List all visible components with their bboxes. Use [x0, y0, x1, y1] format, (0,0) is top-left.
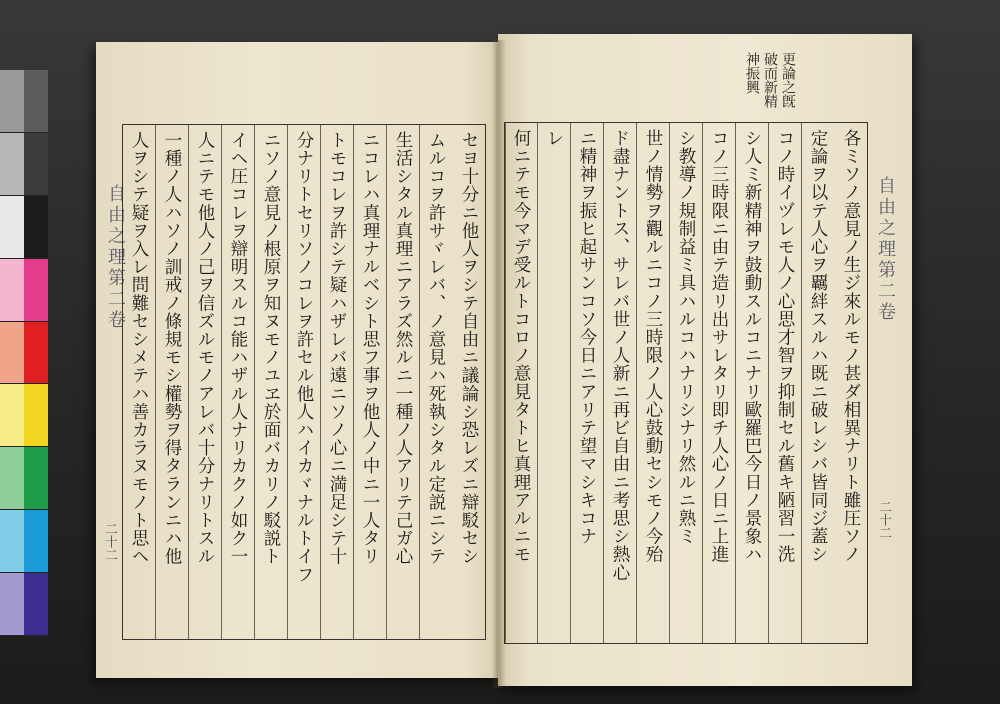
text-column: 人ニテモ他人ノ己ヲ信ズルモノアレバ十分ナリトスル	[188, 125, 221, 639]
right-text-frame	[504, 122, 868, 644]
text-column: 何ニテモ今マデ受ルトコロノ意見タトヒ真理アルニモ	[505, 123, 537, 643]
text-column: シ教導ノ規制益ミ具ハルコハナリシナリ然ルニ熟ミ	[669, 123, 702, 643]
text-column: シ人ミ新精神ヲ鼓動スルコニナリ歐羅巴今日ノ景象ハ	[735, 123, 768, 643]
text-column: 生活シタル真理ニアラズ然ルニ一種ノ人アリテ己ガ心	[386, 125, 419, 639]
text-column: コノ三時限ニ由テ造リ出サレタリ即チ人心ノ日ニ上進	[702, 123, 735, 643]
bleed-through-text	[566, 52, 583, 64]
text-column: ド盡ナントス、サレバ世ノ人新ニ再ビ自由ニ考思シ熱心	[603, 123, 636, 643]
text-column: セヨ十分ニ他人ヲシテ自由ニ議論シ恐レズニ辯駁セシ	[459, 131, 479, 566]
right-page-headnote	[744, 52, 796, 108]
headnote-line-1: 更論之旣	[780, 52, 796, 108]
left-text-frame	[122, 124, 486, 640]
text-column: トモコレヲ許シテ疑ハザレバ遠ニソノ心ニ満足シテ十	[320, 125, 353, 639]
text-column: ニ精神ヲ振ヒ起サンコソ今日ニアリテ望マシキコナ	[570, 123, 603, 643]
text-column: ニコレハ真理ナルベシト思フ事ヲ他人ノ中ニ一人タリ	[353, 125, 386, 639]
right-margin-title: 自由之理第二卷	[875, 176, 896, 323]
text-column: 一種ノ人ハソノ訓戒ノ條規モシ權勢ヲ得タランニハ他	[155, 125, 188, 639]
left-margin-title: 自由之理第二卷	[105, 184, 126, 331]
text-column: レ	[537, 123, 570, 643]
right-page-number: 二十二	[876, 500, 891, 539]
headnote-line-2: 破而新精	[762, 52, 778, 108]
color-calibration-strip	[0, 70, 48, 636]
left-page-number: 二十二	[102, 522, 117, 561]
text-column: コノ時イヅレモ人ノ心思才智ヲ抑制セル舊キ陋習一洗	[768, 123, 801, 643]
text-column: ニソノ意見ノ根原ヲ知ヌモノユヱ於面バカリノ駁説ト	[254, 125, 287, 639]
text-column: 世ノ情勢ヲ觀ルニコノ三時限ノ人心鼓動セシモノ今殆	[636, 123, 669, 643]
text-column: 各ミソノ意見ノ生ジ來ルモノ甚ダ相異ナリト雖圧ソノ	[841, 129, 861, 564]
open-book	[96, 34, 914, 696]
text-column: 人ヲシテ疑ヲ入レ問難セシメテハ善カラヌモノト思ヘ	[129, 131, 149, 566]
headnote-line-3: 神振興	[744, 52, 760, 94]
text-column: 定論ヲ以テ人心ヲ覊絆スルハ既ニ破レシバ皆同ジ蓋シ	[801, 123, 834, 643]
text-column: イヘ圧コレヲ辯明スルコ能ハザル人ナリカクノ如ク一	[221, 125, 254, 639]
text-column: ムルコヲ許サヾレバ、ノ意見ハ死執シタル定説ニシテ	[419, 125, 452, 639]
text-column: 分ナリトセリソノコレヲ許セル他人ハイカヾナルトイフ	[287, 125, 320, 639]
